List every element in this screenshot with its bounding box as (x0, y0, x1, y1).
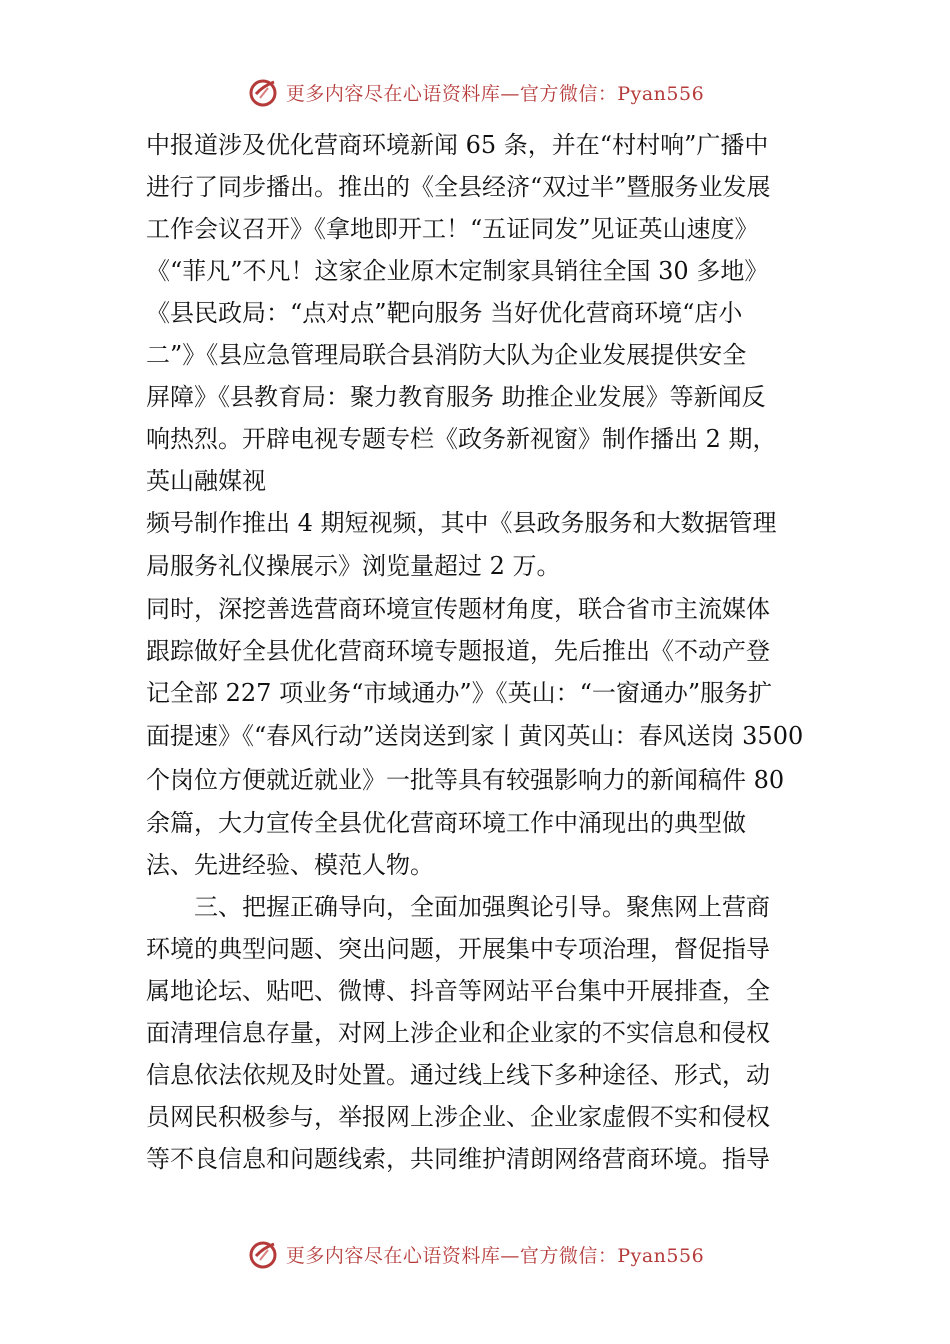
header-banner (0, 70, 950, 114)
text-line: 屏障》《县教育局：聚力教育服务 助推企业发展》等新闻反 (146, 383, 766, 411)
text-line: 员网民积极参与，举报网上涉企业、企业家虚假不实和侵权 (146, 1103, 770, 1131)
logo-icon (246, 1236, 282, 1272)
text-line: 响热烈。开辟电视专题专栏《政务新视窗》制作播出 2 期， (146, 425, 777, 453)
text-line: 同时，深挖善选营商环境宣传题材角度，联合省市主流媒体 (146, 595, 770, 623)
text-line: 工作会议召开》《拿地即开工！“五证同发”见证英山速度》 (146, 215, 759, 243)
text-line: 等不良信息和问题线索，共同维护清朗网络营商环境。指导 (146, 1145, 770, 1173)
text-line: 属地论坛、贴吧、微博、抖音等网站平台集中开展排查，全 (146, 977, 770, 1005)
text-line: 个岗位方便就近就业》一批等具有较强影响力的新闻稿件 80 (146, 766, 785, 794)
text-line: 中报道涉及优化营商环境新闻 65 条，并在“村村响”广播中 (146, 131, 769, 159)
text-line: 《县民政局：“点对点”靶向服务 当好优化营商环境“店小 (146, 299, 743, 327)
text-line: 面提速》《“春风行动”送岗送到家丨黄冈英山：春风送岗 3500 (146, 722, 804, 750)
text-line: 记全部 227 项业务“市域通办”》《英山：“一窗通办”服务扩 (146, 679, 773, 707)
text-line: 环境的典型问题、突出问题，开展集中专项治理，督促指导 (146, 935, 770, 963)
text-line: 英山融媒视 (146, 467, 266, 495)
text-line: 局服务礼仪操展示》浏览量超过 2 万。 (146, 552, 561, 580)
text-line: 进行了同步播出。推出的《全县经济“双过半”暨服务业发展 (146, 173, 771, 201)
text-line: 余篇，大力宣传全县优化营商环境工作中涌现出的典型做 (146, 809, 746, 837)
text-line: 跟踪做好全县优化营商环境专题报道，先后推出《不动产登 (146, 637, 770, 665)
banner-text: 更多内容尽在心语资料库—官方微信：Pyan556 (285, 1244, 705, 1267)
footer-banner (0, 1232, 950, 1276)
text-line: 二”》《县应急管理局联合县消防大队为企业发展提供安全 (146, 341, 747, 369)
text-line: 面清理信息存量，对网上涉企业和企业家的不实信息和侵权 (146, 1019, 770, 1047)
section-heading-line: 三、把握正确导向，全面加强舆论引导。聚焦网上营商 (194, 893, 770, 921)
text-line: 频号制作推出 4 期短视频，其中《县政务服务和大数据管理 (146, 509, 777, 537)
text-line: 《“菲凡”不凡！这家企业原木定制家具销往全国 30 多地》 (146, 257, 769, 285)
document-body (146, 124, 826, 1180)
banner-text: 更多内容尽在心语资料库—官方微信：Pyan556 (285, 82, 705, 105)
text-line: 法、先进经验、模范人物。 (146, 851, 434, 879)
text-line: 信息依法依规及时处置。通过线上线下多种途径、形式，动 (146, 1061, 770, 1089)
logo-icon (246, 74, 282, 110)
